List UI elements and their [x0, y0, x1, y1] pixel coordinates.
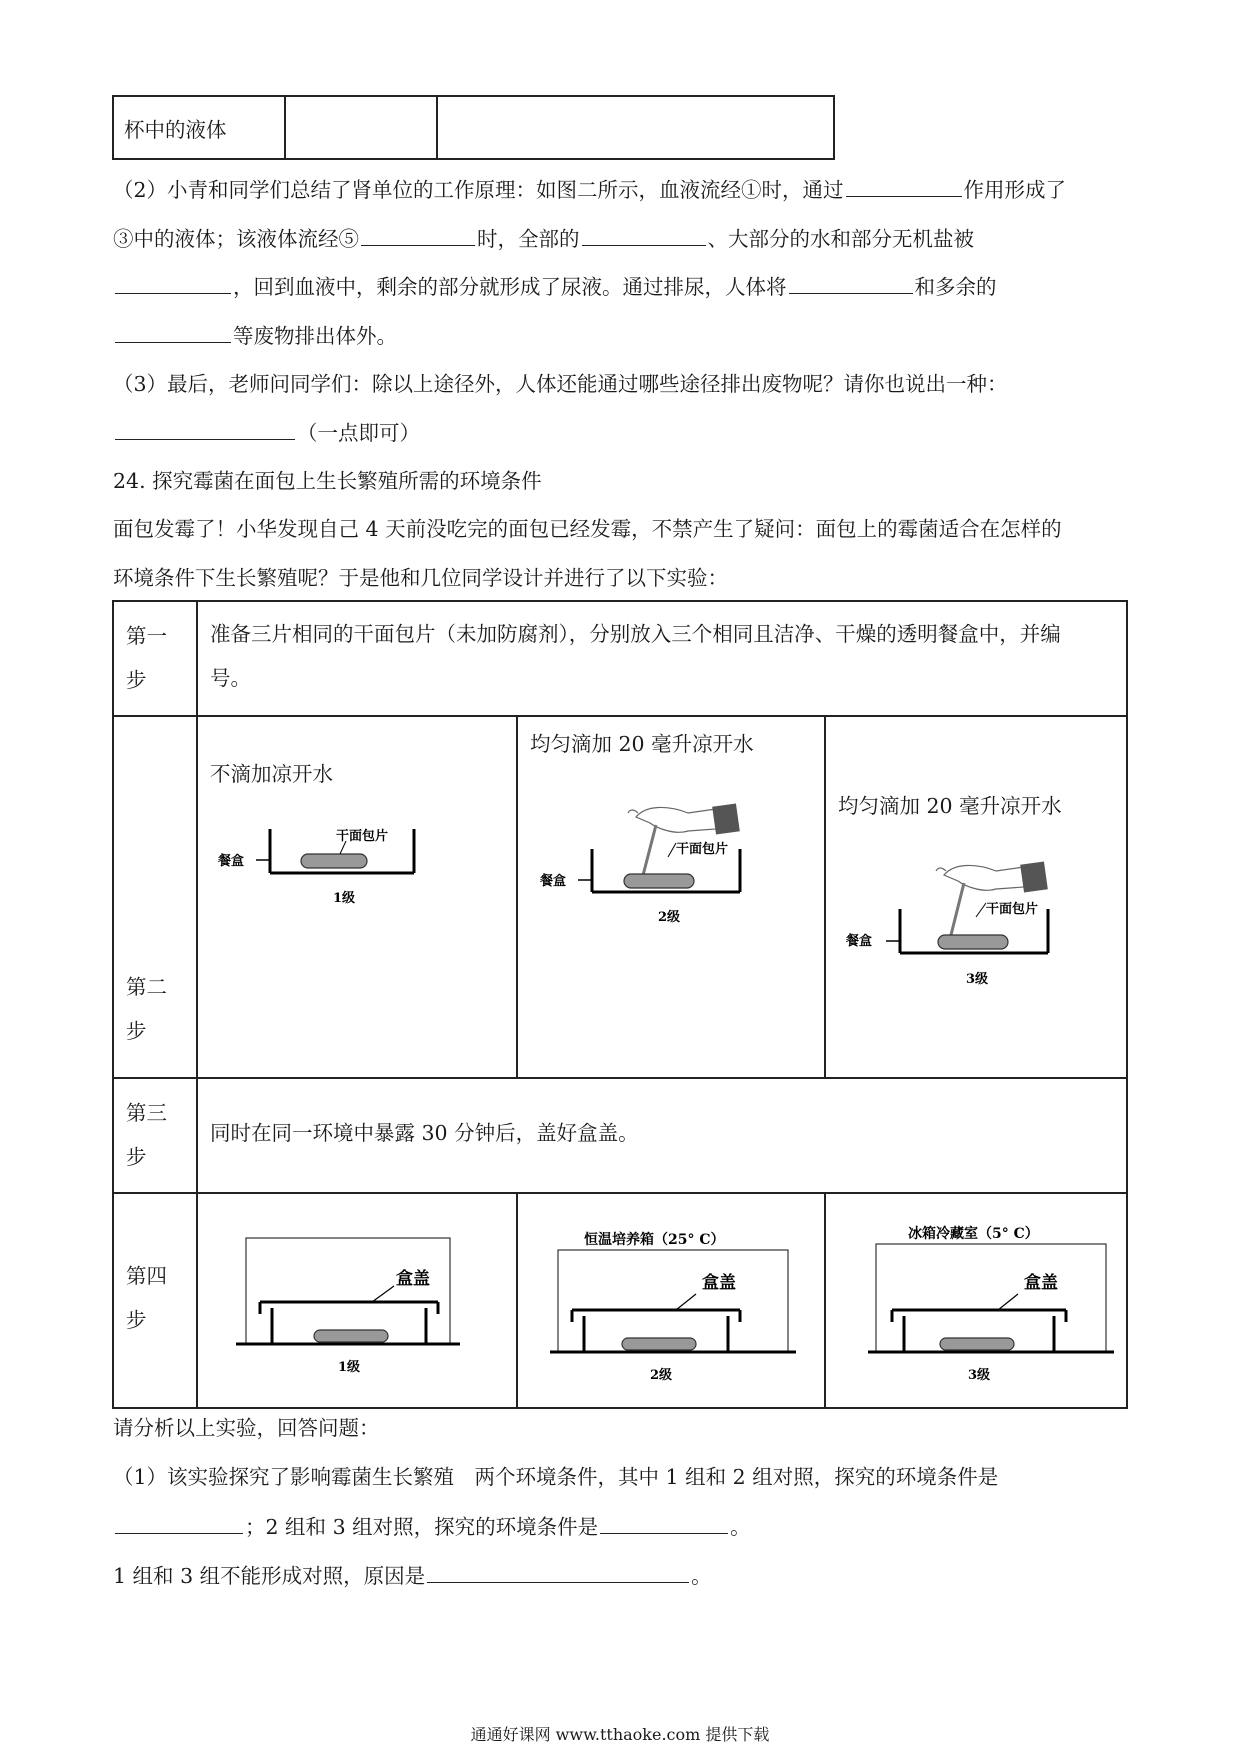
fridge-dish-diagram — [826, 1194, 1126, 1402]
q23-p2-line2 — [113, 223, 974, 254]
text: ，回到血液中，剩余的部分就形成了尿液。通过排尿，人体将 — [233, 275, 787, 299]
q24-q1-line2 — [113, 1511, 751, 1542]
q23-p2-line4 — [113, 320, 397, 351]
top-table-cell: 杯中的液体 — [113, 96, 285, 159]
text: 。 — [691, 1564, 712, 1588]
incubator-dish-diagram — [518, 1194, 824, 1402]
answer-blank[interactable] — [115, 271, 231, 294]
text: （一点即可） — [297, 421, 420, 445]
top-table-cell — [285, 96, 437, 159]
step3-text: 同时在同一环境中暴露 30 分钟后，盖好盒盖。 — [197, 1078, 1127, 1193]
step2-cell-group1 — [197, 716, 517, 1078]
answer-blank[interactable] — [361, 223, 475, 246]
step2-cell-group2 — [517, 716, 825, 1078]
group-label: 1级 — [333, 891, 356, 906]
answer-blank[interactable] — [427, 1560, 689, 1583]
step2-group2-figure — [518, 717, 824, 1075]
text: 步 — [126, 1145, 147, 1169]
text: 、大部分的水和部分无机盐被 — [707, 227, 974, 251]
step3-row — [113, 1078, 1127, 1193]
box-label: 餐盒 — [846, 934, 873, 949]
answer-blank[interactable] — [600, 1511, 728, 1534]
box-label: 餐盒 — [218, 854, 245, 869]
lid-label: 盒盖 — [702, 1273, 736, 1293]
text: 号。 — [210, 666, 251, 690]
experiment-table — [112, 600, 1128, 1409]
step1-label — [113, 601, 197, 716]
q24-intro-line2: 环境条件下生长繁殖呢？于是他和几位同学设计并进行了以下实验： — [113, 566, 728, 590]
step1-text — [197, 601, 1127, 716]
text: 1 组和 3 组不能形成对照，原因是 — [113, 1564, 426, 1588]
answer-blank[interactable] — [846, 174, 962, 197]
text: 作用形成了 — [963, 178, 1067, 202]
lid-label: 盒盖 — [396, 1269, 430, 1289]
step4-row — [113, 1193, 1127, 1408]
text: 第一 — [126, 624, 167, 648]
box-label: 餐盒 — [540, 874, 567, 889]
caption: 不滴加凉开水 — [210, 762, 333, 786]
step1-row — [113, 601, 1127, 716]
q24-title: 24. 探究霉菌在面包上生长繁殖所需的环境条件 — [113, 469, 542, 493]
step4-cell-group3 — [825, 1193, 1127, 1408]
group-label: 1级 — [338, 1360, 361, 1375]
step2-group3-figure — [826, 717, 1126, 1075]
text: 时，全部的 — [477, 227, 580, 251]
text: （2）小青和同学们总结了肾单位的工作原理：如图二所示，血液流经①时，通过 — [113, 178, 844, 202]
text: ；2 组和 3 组对照，探究的环境条件是 — [245, 1515, 599, 1539]
lidded-dish-diagram — [198, 1194, 516, 1402]
group-label: 3级 — [968, 1368, 991, 1383]
q23-p3-line2 — [113, 417, 420, 448]
step2-group1-figure — [198, 717, 516, 1075]
dish-diagram — [518, 717, 824, 1075]
top-table-cell — [437, 96, 834, 159]
text: 第四 — [126, 1264, 167, 1288]
step2-cell-group3 — [825, 716, 1127, 1078]
q24-q1-line1: （1）该实验探究了影响霉菌生长繁殖 两个环境条件，其中 1 组和 2 组对照，探究的环境条件是 — [113, 1465, 999, 1489]
q24-q1-line3 — [113, 1560, 712, 1591]
analysis-prompt: 请分析以上实验，回答问题： — [113, 1416, 380, 1440]
answer-blank[interactable] — [115, 1511, 243, 1534]
text: 步 — [126, 668, 147, 692]
step3-label — [113, 1078, 197, 1193]
dish-diagram — [826, 717, 1126, 1075]
caption: 均匀滴加 20 毫升凉开水 — [530, 732, 754, 756]
lid-label: 盒盖 — [1024, 1273, 1058, 1293]
q23-p2-line3 — [113, 271, 997, 302]
text: 步 — [126, 1019, 147, 1043]
q23-p3-line1: （3）最后，老师问同学们：除以上途径外，人体还能通过哪些途径排出废物呢？请你也说出一种： — [113, 372, 1008, 396]
q24-intro-line1: 面包发霉了！小华发现自己 4 天前没吃完的面包已经发霉，不禁产生了疑问：面包上的霉菌适合在怎样的 — [113, 517, 1062, 541]
text: 和多余的 — [914, 275, 997, 299]
group-label: 3级 — [966, 972, 989, 987]
bread-label: 干面包片 — [986, 902, 1039, 917]
step2-label — [113, 716, 197, 1078]
bread-label: 干面包片 — [676, 842, 729, 857]
text: 第二 — [126, 975, 167, 999]
answer-blank[interactable] — [582, 223, 706, 246]
text: 步 — [126, 1308, 147, 1332]
group-label: 2级 — [658, 910, 681, 925]
text: 。 — [730, 1515, 751, 1539]
caption: 均匀滴加 20 毫升凉开水 — [838, 794, 1062, 818]
answer-blank[interactable] — [115, 417, 295, 440]
step4-cell-group2 — [517, 1193, 825, 1408]
bread-label: 干面包片 — [336, 829, 389, 844]
page-footer: 通通好课网 www.tthaoke.com 提供下载 — [470, 1725, 770, 1744]
answer-blank[interactable] — [115, 320, 231, 343]
fridge-label: 冰箱冷藏室（5° C） — [908, 1226, 1039, 1242]
q23-p2-line1 — [113, 174, 1066, 205]
text: ③中的液体；该液体流经⑤ — [113, 227, 359, 251]
step2-row — [113, 716, 1127, 1078]
text: 等废物排出体外。 — [233, 324, 397, 348]
top-table — [112, 95, 835, 160]
incubator-label: 恒温培养箱（25° C） — [584, 1232, 725, 1248]
text: 准备三片相同的干面包片（未加防腐剂），分别放入三个相同且洁净、干燥的透明餐盒中，并编 — [210, 622, 1061, 646]
step4-cell-group1 — [197, 1193, 517, 1408]
step4-label — [113, 1193, 197, 1408]
text: 第三 — [126, 1101, 167, 1125]
answer-blank[interactable] — [789, 271, 913, 294]
group-label: 2级 — [650, 1368, 673, 1383]
